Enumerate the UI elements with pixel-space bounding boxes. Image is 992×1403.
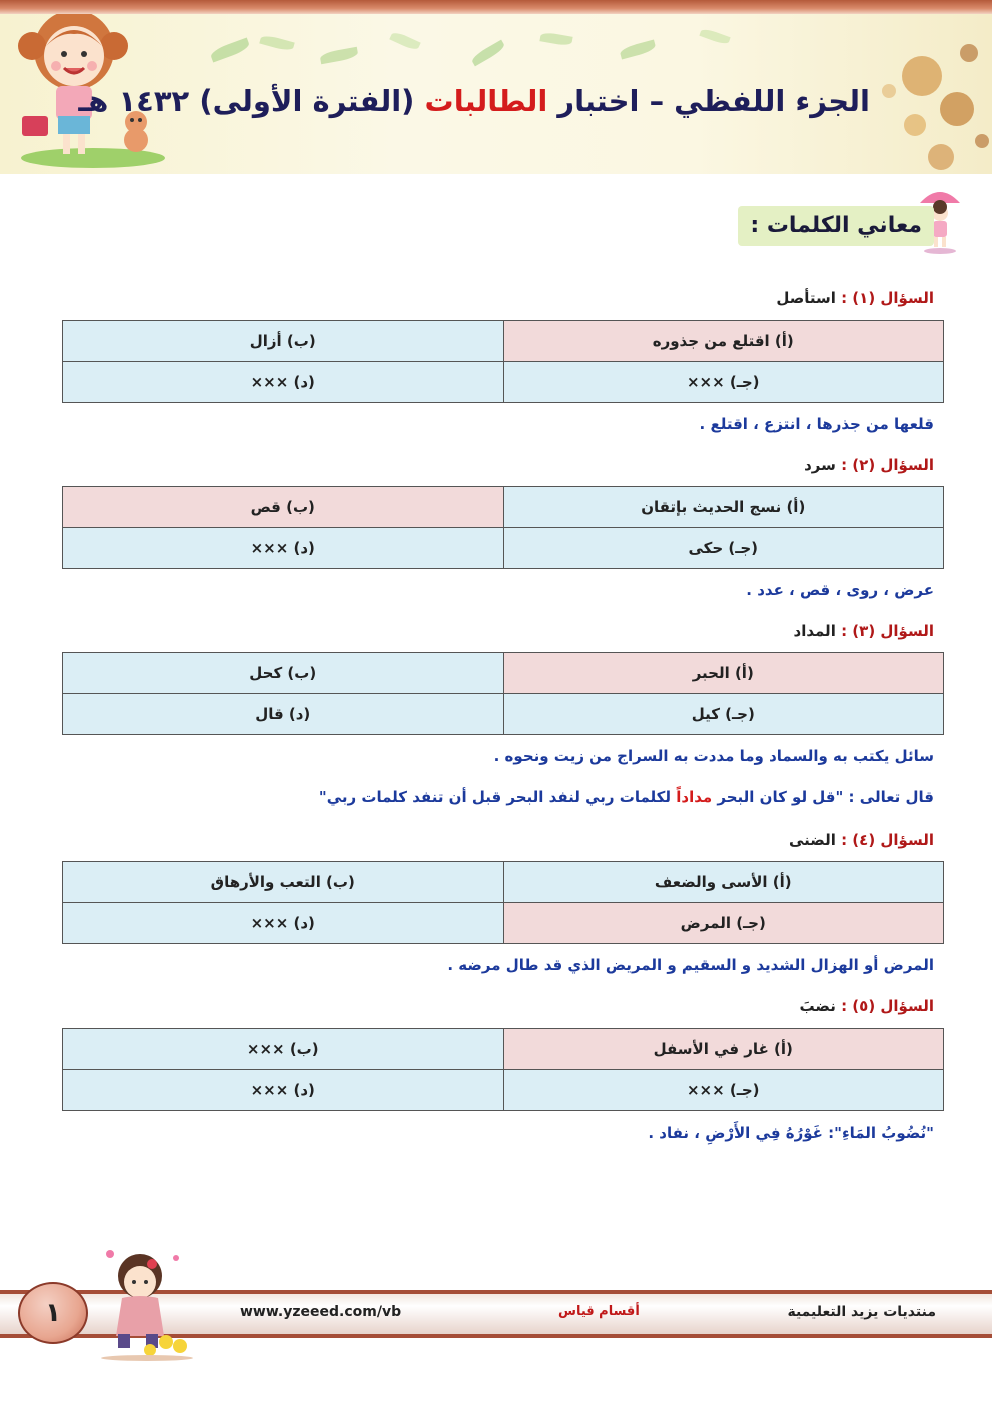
option-c: (جـ) كيل [503,694,944,735]
child-chicks-illustration [92,1246,202,1362]
dot-decoration [940,92,974,126]
table-row [63,528,944,569]
table-row [63,694,944,735]
option-d: (د) قال [63,694,504,735]
header-banner [0,14,992,174]
table-row [63,1029,944,1070]
leaf-decoration [259,34,294,52]
leaf-decoration [319,47,358,64]
option-c: (جـ) ××× [503,1070,944,1111]
table-row [63,487,944,528]
dot-decoration [882,84,896,98]
option-a: (أ) نسج الحديث بإتقان [503,487,944,528]
page-title: الجزء اللفظي – اختبار الطالبات (الفترة الأولى) ١٤٣٢ هـ [78,84,870,118]
leaf-decoration [699,27,730,46]
option-d: (د) ××× [63,1070,504,1111]
option-b: (ب) أزال [63,321,504,362]
question-title: السؤال (٢) : سرد [804,456,934,474]
table-row [63,1070,944,1111]
option-a: (أ) اقتلع من جذوره [503,321,944,362]
option-b: (ب) التعب والأرهاق [63,862,504,903]
options-table [62,652,944,735]
leaf-decoration [470,40,506,67]
answer-explanation: عرض ، روى ، قص ، عدد . [746,581,934,599]
section-heading: معاني الكلمات : [738,206,934,246]
page-number: ١ [18,1282,88,1344]
footer-category: أقسام قياس [558,1304,640,1319]
question-title: السؤال (١) : استأصل [776,289,934,307]
option-a: (أ) الأسى والضعف [503,862,944,903]
leaf-decoration [389,30,420,52]
option-d: (د) ××× [63,903,504,944]
footer-forum-name: منتديات يزيد التعليمية [787,1304,936,1320]
leaf-decoration [209,38,251,63]
option-b: (ب) ××× [63,1029,504,1070]
option-b: (ب) كحل [63,653,504,694]
option-c: (جـ) ××× [503,362,944,403]
table-row [63,903,944,944]
table-row [63,321,944,362]
table-row [63,653,944,694]
option-b: (ب) قص [63,487,504,528]
footer-website-link[interactable]: www.yzeeed.com/vb [240,1304,402,1320]
question-title: السؤال (٥) : نضبَ [799,997,934,1015]
dot-decoration [975,134,989,148]
dot-decoration [960,44,978,62]
leaf-decoration [539,31,572,46]
options-table [62,486,944,569]
table-row [63,362,944,403]
answer-explanation: سائل يكتب به والسماد وما مددت به السراج من زيت ونحوه . [493,747,934,765]
option-d: (د) ××× [63,362,504,403]
leaf-decoration [619,40,657,60]
dot-decoration [928,144,954,170]
answer-explanation: قلعها من جذرها ، انتزع ، اقتلع . [699,415,934,433]
dot-decoration [904,114,926,136]
dot-decoration [902,56,942,96]
table-row [63,862,944,903]
option-a: (أ) الحبر [503,653,944,694]
option-c: (جـ) حكى [503,528,944,569]
option-a: (أ) غار في الأسفل [503,1029,944,1070]
answer-explanation: المرض أو الهزال الشديد و السقيم و المريض الذي قد طال مرضه . [447,956,934,974]
options-table [62,1028,944,1111]
question-title: السؤال (٤) : الضنى [788,831,934,849]
top-border [0,0,992,14]
options-table [62,320,944,403]
option-c: (جـ) المرض [503,903,944,944]
options-table [62,861,944,944]
answer-explanation: "نُضُوبُ المَاءِ": غَوْرُهُ فِي الأَرْضِ ، نفاد . [648,1124,934,1142]
option-d: (د) ××× [63,528,504,569]
question-title: السؤال (٣) : المداد [793,622,934,640]
quran-quote: قال تعالى : "قل لو كان البحر مداداً لكلمات ربي لنفد البحر قبل أن تنفد كلمات ربي" [318,788,934,806]
